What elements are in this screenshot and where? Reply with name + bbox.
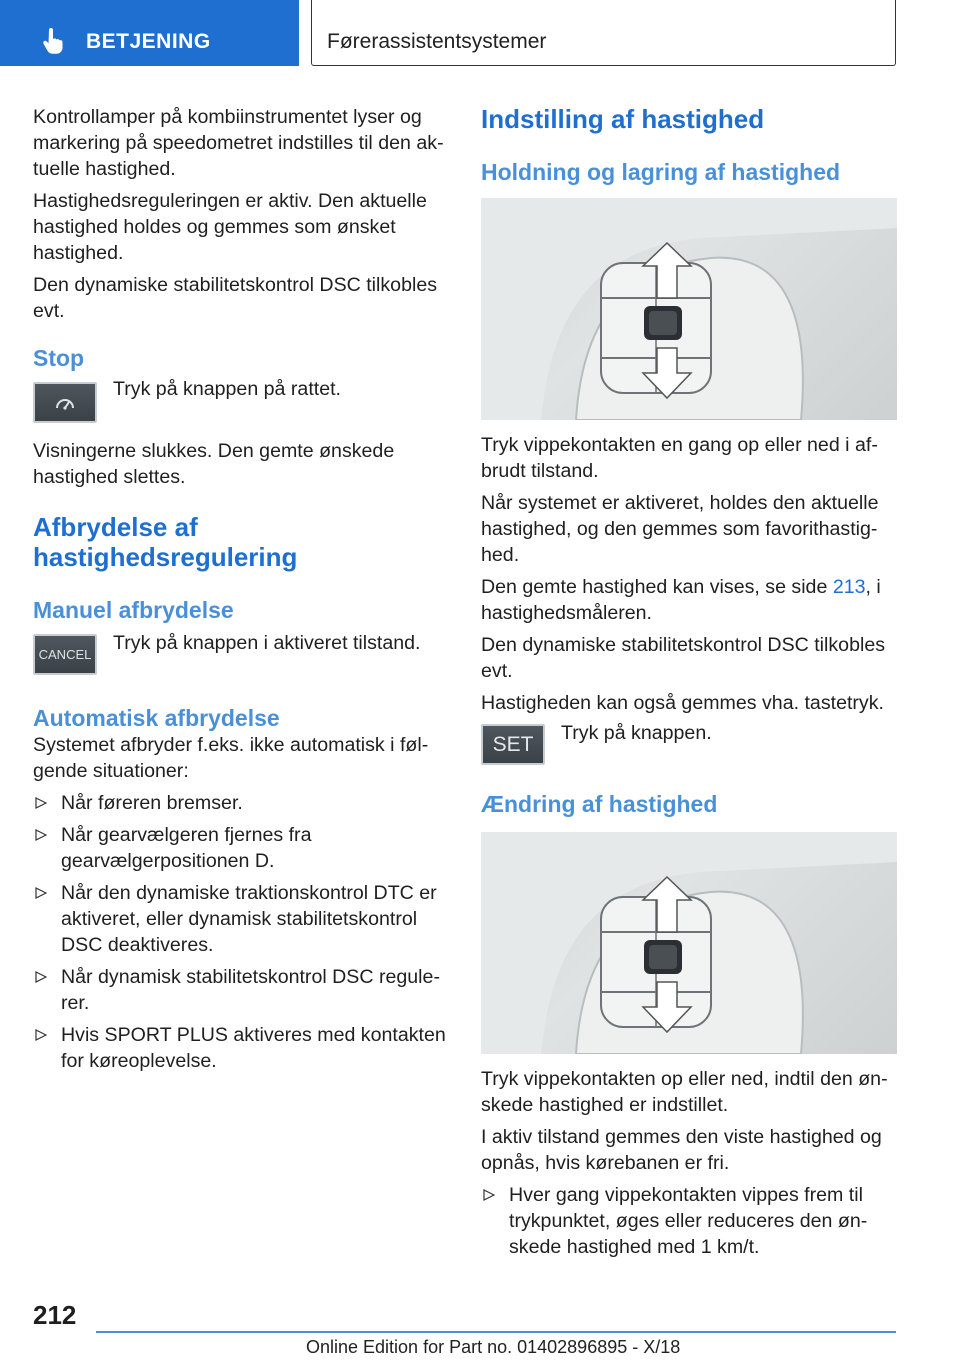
- set-label: SET: [492, 732, 534, 756]
- interrupt-heading: Afbrydelse af hastighedsregulering: [33, 512, 298, 572]
- steering-wheel-buttons-illustration: [481, 832, 897, 1054]
- triangle-bullet-icon: [35, 797, 47, 809]
- intro-paragraph: Hastighedsreguleringen er aktiv. Den aktuelle hastighed holdes og gemmes som ønsket hastighed.: [33, 190, 427, 264]
- manual-instruction: Tryk på knappen i aktiveret tilstand.: [113, 632, 421, 654]
- intro-paragraph: Kontrollamper på kombiinstrumentet lyser og markering på speedometret indstilles til den aktuelle hastighed.: [33, 106, 444, 180]
- section-label: BETJENING: [86, 30, 211, 53]
- hold-paragraph: Når systemet er aktiveret, holdes den aktuelle hastighed, og den gemmes som favorithastighed.: [481, 492, 879, 566]
- left-column: [33, 104, 448, 1080]
- manual-instruction-row: [33, 632, 448, 688]
- hold-paragraph: Den dynamiske stabilitetskontrol DSC tilkobles evt.: [481, 634, 886, 682]
- triangle-bullet-icon: [35, 1029, 47, 1041]
- triangle-bullet-icon: [483, 1189, 495, 1201]
- steering-wheel-photo: [481, 198, 897, 420]
- chapter-title: Førerassistentsystemer: [327, 30, 547, 53]
- cruise-control-icon: [54, 394, 76, 412]
- steering-wheel-photo: [481, 832, 897, 1054]
- page-number: 212: [33, 1300, 77, 1330]
- set-speed-heading: Indstilling af hastighed: [481, 104, 765, 134]
- hand-pointer-icon: [38, 26, 68, 56]
- change-paragraph: Tryk vippekontakten op eller ned, indtil den ønskede hastighed er indstillet.: [481, 1068, 888, 1116]
- list-item: Når føreren bremser.: [33, 790, 448, 816]
- manual-heading: Manuel afbrydelse: [33, 597, 234, 623]
- cancel-label: CANCEL: [38, 647, 92, 662]
- set-instruction: Tryk på knappen.: [561, 722, 712, 744]
- resume-button-image: [33, 382, 97, 423]
- hold-paragraph: Den gemte hastighed kan vises, se side 213, i hastighedsmåleren.: [481, 576, 881, 624]
- hold-speed-heading: Holdning og lagring af hastighed: [481, 159, 841, 185]
- triangle-bullet-icon: [35, 829, 47, 841]
- section-tab: [0, 0, 299, 66]
- stop-instruction-row: [33, 380, 448, 432]
- intro-paragraph: Den dynamiske stabilitetskontrol DSC tilkobles evt.: [33, 274, 438, 322]
- set-instruction-row: [481, 722, 897, 778]
- auto-heading: Automatisk afbrydelse: [33, 705, 280, 731]
- right-column: [481, 104, 897, 1266]
- list-item: Hvis SPORT PLUS aktiveres med kontakten for køreoplevelse.: [33, 1022, 448, 1074]
- chapter-title-box: [311, 0, 896, 66]
- triangle-bullet-icon: [35, 887, 47, 899]
- change-speed-heading: Ændring af hastighed: [481, 791, 718, 817]
- steering-wheel-buttons-illustration: [481, 198, 897, 420]
- change-list: [481, 1182, 897, 1260]
- triangle-bullet-icon: [35, 971, 47, 983]
- hold-paragraph: Hastigheden kan også gemmes vha. tastetryk.: [481, 692, 884, 714]
- auto-list: [33, 790, 448, 1074]
- list-item: Hver gang vippekontakten vippes frem til trykpunktet, øges eller reduceres den ønskede hastighed med 1 km/t.: [481, 1182, 897, 1260]
- stop-instruction: Tryk på knappen på rattet.: [113, 378, 341, 400]
- edition-note: Online Edition for Part no. 01402896895 - X/18: [306, 1337, 681, 1357]
- stop-result: Visningerne slukkes. Den gemte ønskede hastighed slettes.: [33, 440, 395, 488]
- cancel-button-image: [33, 634, 97, 675]
- auto-intro: Systemet afbryder f.eks. ikke automatisk i følgende situationer:: [33, 734, 429, 782]
- list-item: Når dynamisk stabilitetskontrol DSC regulerer.: [33, 964, 448, 1016]
- change-paragraph: I aktiv tilstand gemmes den viste hastighed og opnås, hvis kørebanen er fri.: [481, 1126, 882, 1174]
- footer-divider: [96, 1331, 896, 1333]
- list-item: Når gearvælgeren fjernes fra gearvælgerpositionen D.: [33, 822, 448, 874]
- stop-heading: Stop: [33, 345, 85, 371]
- list-item: Når den dynamiske traktionskontrol DTC er aktiveret, eller dynamisk stabilitetskontrol DSC deaktiveres.: [33, 880, 448, 958]
- page-reference-link[interactable]: 213: [832, 576, 866, 598]
- hold-paragraph: Tryk vippekontakten en gang op eller ned i afbrudt tilstand.: [481, 434, 878, 482]
- set-button-image: [481, 724, 545, 765]
